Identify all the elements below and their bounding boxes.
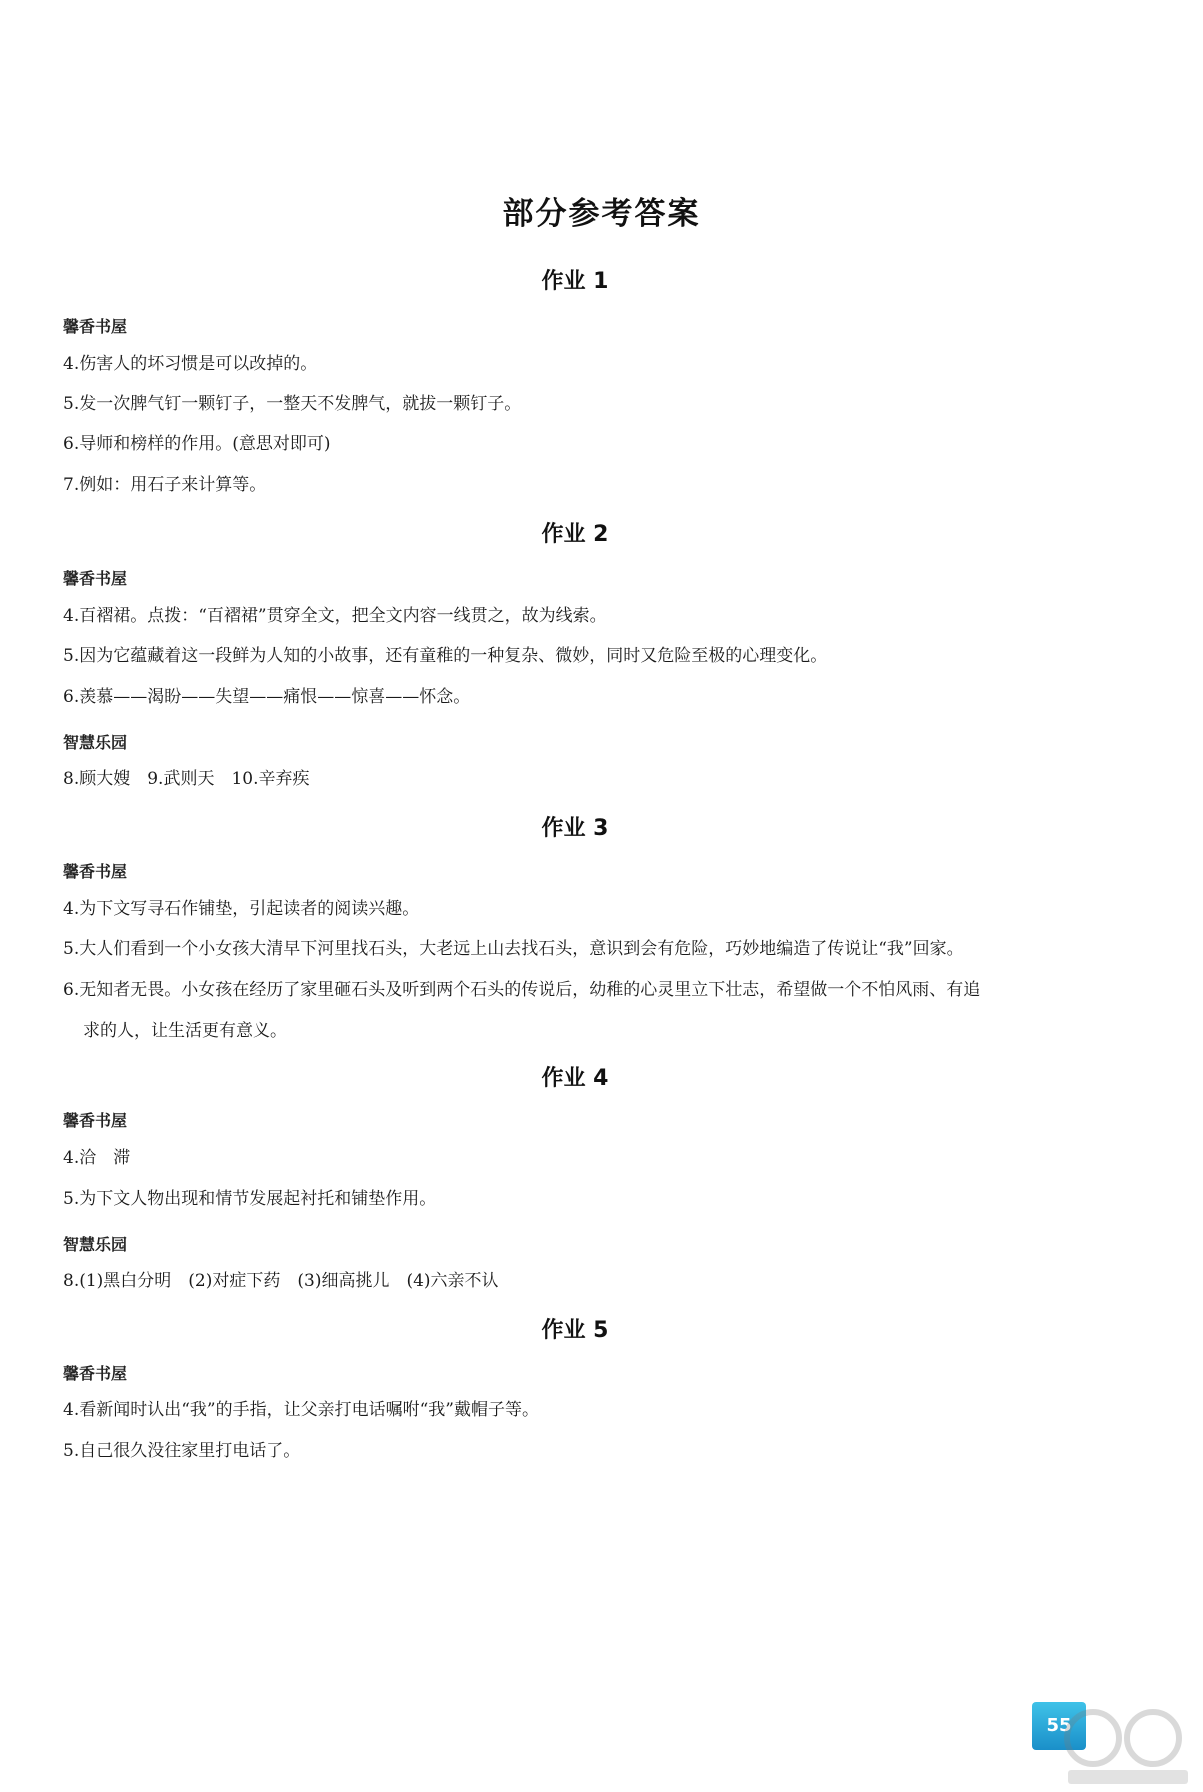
answer-line: 6.无知者无畏。小女孩在经历了家里砸石头及听到两个石头的传说后，幼稚的心灵里立下壮志，希望做一个不怕风雨、有追 <box>63 980 981 1000</box>
section-heading-5: 作业 5 <box>541 1318 609 1343</box>
answer-line: 7.例如：用石子来计算等。 <box>63 475 267 495</box>
page-title: 部分参考答案 <box>502 196 701 232</box>
group-label: 馨香书屋 <box>63 317 128 336</box>
section-heading-4: 作业 4 <box>541 1066 609 1091</box>
section-heading-3: 作业 3 <box>541 816 609 841</box>
answer-line: 5.自己很久没往家里打电话了。 <box>63 1441 301 1461</box>
group-label: 智慧乐园 <box>63 733 128 752</box>
group-label: 馨香书屋 <box>63 1364 128 1383</box>
answer-line: 4.伤害人的坏习惯是可以改掉的。 <box>63 354 318 374</box>
answer-line: 8.(1)黑白分明 (2)对症下药 (3)细高挑儿 (4)六亲不认 <box>63 1271 499 1291</box>
watermark-logo-icon <box>1058 1700 1198 1790</box>
answer-line: 4.看新闻时认出“我”的手指，让父亲打电话嘱咐“我”戴帽子等。 <box>63 1400 539 1420</box>
answer-line: 5.发一次脾气钉一颗钉子，一整天不发脾气，就拔一颗钉子。 <box>63 394 522 414</box>
group-label: 馨香书屋 <box>63 569 128 588</box>
answer-line: 求的人，让生活更有意义。 <box>83 1021 287 1041</box>
answer-line: 5.因为它蕴藏着这一段鲜为人知的小故事，还有童稚的一种复杂、微妙，同时又危险至极的心理变化。 <box>63 646 828 666</box>
answer-line: 5.大人们看到一个小女孩大清早下河里找石头，大老远上山去找石头，意识到会有危险，巧妙地编造了传说让“我”回家。 <box>63 939 964 959</box>
section-heading-2: 作业 2 <box>541 522 609 547</box>
answer-line: 4.百褶裙。点拨：“百褶裙”贯穿全文，把全文内容一线贯之，故为线索。 <box>63 606 607 626</box>
answer-line: 6.导师和榜样的作用。(意思对即可) <box>63 434 331 454</box>
answer-line: 5.为下文人物出现和情节发展起衬托和铺垫作用。 <box>63 1189 437 1209</box>
answer-line: 8.顾大嫂 9.武则天 10.辛弃疾 <box>63 769 310 789</box>
group-label: 馨香书屋 <box>63 862 128 881</box>
answer-line: 4.为下文写寻石作铺垫，引起读者的阅读兴趣。 <box>63 899 420 919</box>
section-heading-1: 作业 1 <box>541 269 609 294</box>
group-label: 智慧乐园 <box>63 1235 128 1254</box>
page-number-badge: 55 <box>1032 1702 1086 1750</box>
answer-line: 6.羡慕——渴盼——失望——痛恨——惊喜——怀念。 <box>63 687 471 707</box>
answer-line: 4.洽 滞 <box>63 1148 131 1168</box>
group-label: 馨香书屋 <box>63 1111 128 1130</box>
